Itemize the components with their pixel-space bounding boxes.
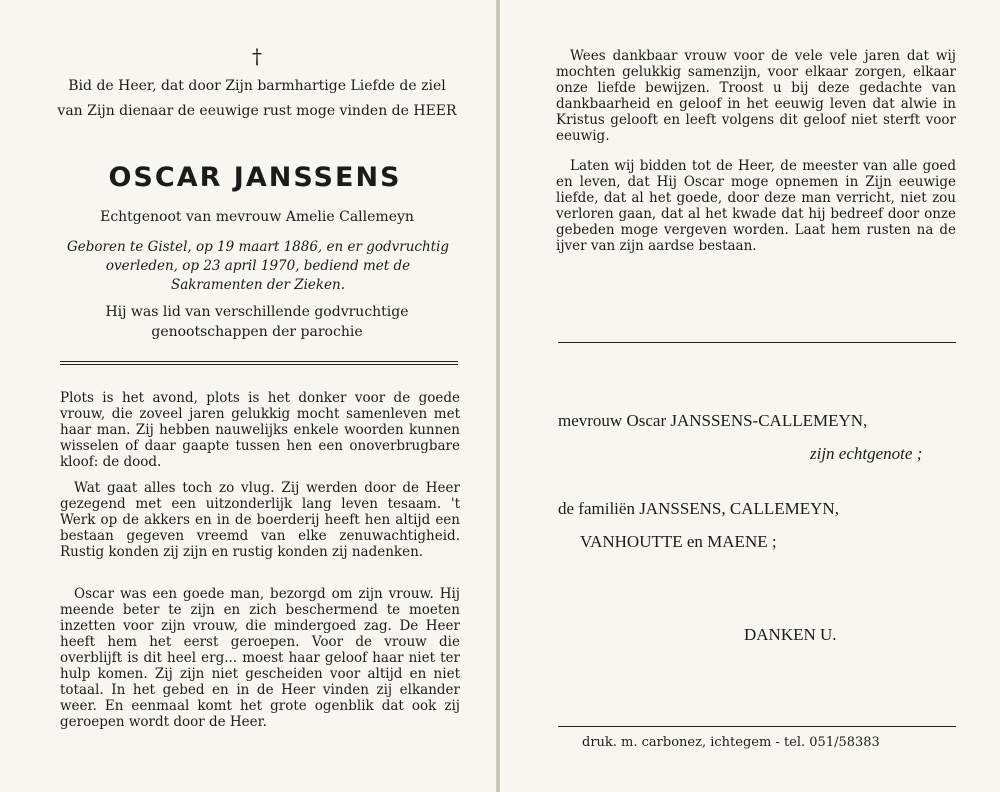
thanks-line: DANKEN U.: [744, 625, 837, 644]
paragraph-1: Plots is het avond, plots is het donker voor de goede vrouw, die zoveel jaren gelukkig mocht samenleven met haar man. Zij hebben nauwelijks enkele woorden kunnen wisselen of daar gaapte tussen hen een onoverbrugbare kloof: de dood.: [60, 390, 460, 470]
membership-text: Hij was lid van verschillende godvruchtige genootschappen der parochie: [105, 304, 409, 340]
widow-role: zijn echtgenote ;: [810, 444, 923, 463]
divider-rule: [60, 361, 458, 365]
paragraph-3: Oscar was een goede man, bezorgd om zijn vrouw. Hij meende beter te zijn en zich beschermend te moeten inzetten voor zijn vrouw, die mindergoed zag. De Heer heeft hem het eerst geroepen. Voor de vrouw die overblijft is dit heel erg... moest haar geloof haar niet ter hulp komen. Zij zijn niet gescheiden voor altijd en niet totaal. In het gebed en in de Heer vinden zij elkander weer. En eenmaal komt het grote ogenblik dat ook zij geroepen wordt door de Heer.: [60, 586, 460, 730]
right-page: [500, 0, 1000, 792]
printer-credit: druk. m. carbonez, ichtegem - tel. 051/58383: [582, 735, 880, 750]
divider-rule: [558, 342, 956, 343]
divider-rule: [558, 726, 956, 727]
paragraph-4: Wees dankbaar vrouw voor de vele vele jaren dat wij mochten gelukkig samenzijn, voor elkaar zorgen, elkaar onze liefde bewijzen. Troost u bij deze gedachte van dankbaarheid en geloof in het eeuwig leven dat alwie in Kristus gelooft en leeft volgens dit geloof niet sterft voor eeuwig.: [556, 48, 956, 144]
families-line-1: de familiën JANSSENS, CALLEMEYN,: [558, 499, 839, 518]
prayer-text: Bid de Heer, dat door Zijn barmhartige Liefde de ziel van Zijn dienaar de eeuwige rust moge vinden de HEER: [57, 78, 457, 119]
birth-death-text: Geboren te Gistel, op 19 maart 1886, en er godvruchtig overleden, op 23 april 1970, bediend met de Sakramenten der Zieken.: [66, 239, 450, 293]
cross-icon: †: [252, 44, 262, 68]
paragraph-5: Laten wij bidden tot de Heer, de meester van alle goed en leven, dat Hij Oscar moge opnemen in Zijn eeuwige liefde, dat al het goede, door deze man verricht, niet zou verloren gaan, dat al het kwade dat hij bedreef door onze gebeden moge vergeven worden. Laat hem rusten na de ijver van zijn aardse bestaan.: [556, 158, 956, 254]
deceased-name: OSCAR JANSSENS: [108, 162, 402, 193]
paragraph-2: Wat gaat alles toch zo vlug. Zij werden door de Heer gezegend met een uitzonderlijk lang leven tesaam. 't Werk op de akkers en in de boerderij heeft hen altijd een bestaan gegeven vreemd van elke zenuwachtigheid. Rustig konden zij zijn en rustig konden zij nadenken.: [60, 480, 460, 560]
left-page: [0, 0, 496, 792]
spouse-line: Echtgenoot van mevrouw Amelie Callemeyn: [100, 209, 414, 225]
families-line-2: VANHOUTTE en MAENE ;: [580, 532, 777, 551]
widow-line: mevrouw Oscar JANSSENS-CALLEMEYN,: [558, 411, 868, 430]
